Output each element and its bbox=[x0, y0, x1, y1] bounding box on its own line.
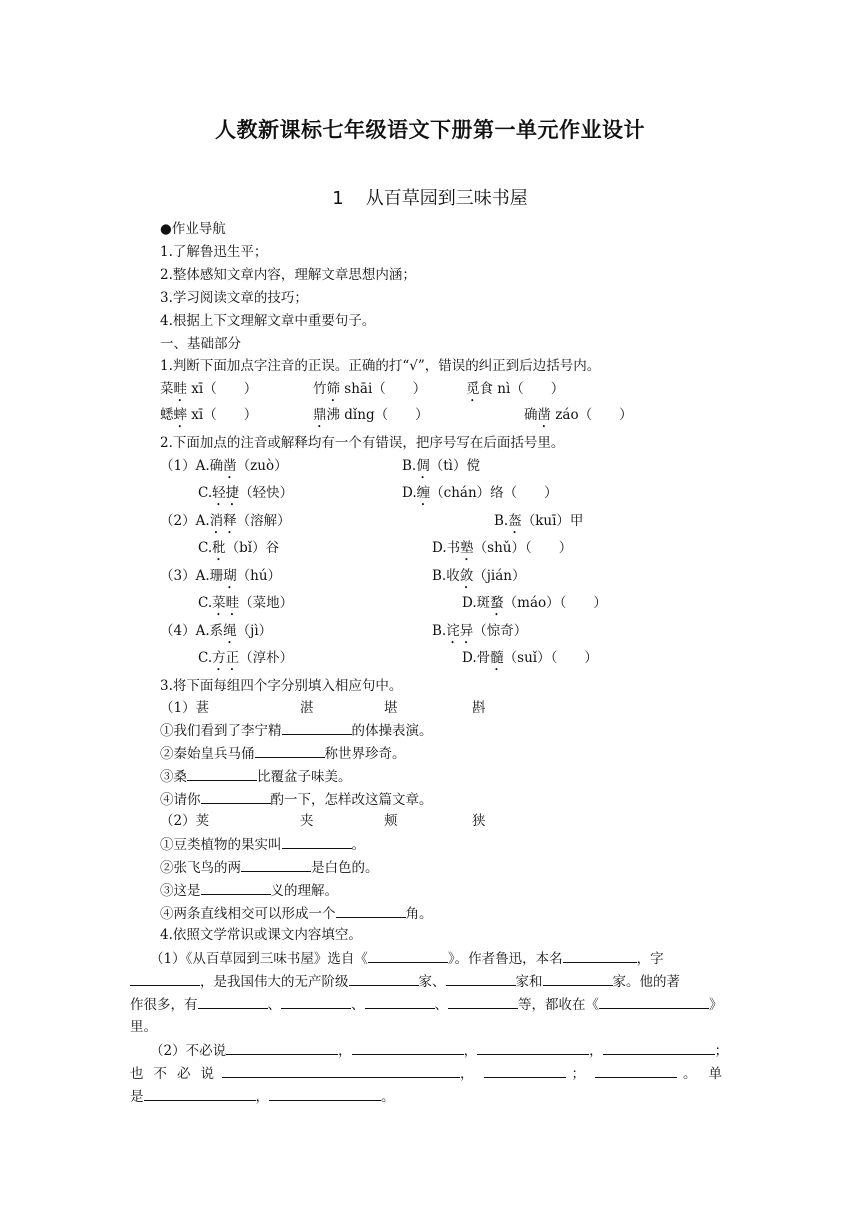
guide-header: ●作业导航 bbox=[160, 221, 226, 237]
option-a: （4）A.系绳（jì） bbox=[160, 623, 273, 639]
answer-blank[interactable] bbox=[222, 1063, 460, 1078]
fill-sentence: ①豆类植物的果实叫 。 bbox=[160, 834, 365, 855]
question-1-stem: 1.判断下面加点字注音的正误。正确的打“√”，错误的纠正到后边括号内。 bbox=[160, 358, 601, 374]
question-3-stem: 3.将下面每组四个字分别填入相应句中。 bbox=[160, 678, 403, 694]
paragraph-line: 作很多，有 、 、 、 等，都收在《 》 bbox=[130, 994, 723, 1015]
paragraph-line: ，是我国伟大的无产阶级 家、 家和 家。他的著 bbox=[130, 971, 680, 992]
char-option: 湛 bbox=[300, 700, 314, 716]
pinyin-item: 蟋蟀 xī（ ） bbox=[160, 407, 258, 423]
lesson-name: 从百草园到三味书屋 bbox=[365, 188, 528, 209]
answer-blank[interactable] bbox=[187, 766, 257, 781]
answer-blank[interactable] bbox=[352, 1040, 464, 1055]
pinyin-item: 确凿 záo（ ） bbox=[524, 407, 633, 423]
question-2-stem: 2.下面加点的注音或解释均有一个有错误，把序号写在后面括号里。 bbox=[160, 435, 565, 451]
answer-blank[interactable] bbox=[241, 857, 311, 872]
document-title: 人教新课标七年级语文下册第一单元作业设计 bbox=[215, 117, 645, 142]
fill-sentence: ④请你 酌一下，怎样改这篇文章。 bbox=[160, 789, 433, 810]
paragraph-line: 里。 bbox=[130, 1019, 157, 1035]
answer-blank[interactable] bbox=[484, 1063, 566, 1078]
option-d: D.骨髓（suǐ）（ ） bbox=[462, 650, 598, 666]
char-option: 颊 bbox=[384, 813, 398, 829]
option-c: C.轻捷（轻快） bbox=[198, 485, 294, 501]
char-option: 堪 bbox=[384, 700, 398, 716]
answer-blank[interactable] bbox=[603, 1040, 715, 1055]
question-4-stem: 4.依照文学常识或课文内容填空。 bbox=[160, 927, 362, 943]
pinyin-item: 菜畦 xī（ ） bbox=[160, 381, 258, 397]
pinyin-item: 竹筛 shāi（ ） bbox=[313, 381, 427, 397]
answer-blank[interactable] bbox=[130, 971, 200, 986]
fill-sentence: ②张飞鸟的两 是白色的。 bbox=[160, 857, 379, 878]
option-b: B.收敛（jián） bbox=[432, 568, 526, 584]
fill-sentence: ①我们看到了李宁精 的体操表演。 bbox=[160, 720, 433, 741]
answer-blank[interactable] bbox=[336, 903, 406, 918]
answer-blank[interactable] bbox=[282, 834, 352, 849]
answer-blank[interactable] bbox=[198, 994, 268, 1009]
char-option: 斟 bbox=[472, 700, 486, 716]
answer-blank[interactable] bbox=[365, 994, 435, 1009]
answer-blank[interactable] bbox=[563, 948, 637, 963]
option-b: B.盔（kuī）甲 bbox=[494, 513, 584, 529]
answer-blank[interactable] bbox=[201, 789, 271, 804]
answer-blank[interactable] bbox=[282, 720, 352, 735]
option-a: （1）A.确凿（zuò） bbox=[160, 458, 288, 474]
answer-blank[interactable] bbox=[226, 1040, 338, 1055]
lesson-number: 1 bbox=[332, 188, 344, 209]
fill-sentence: ③这是 义的理解。 bbox=[160, 880, 338, 901]
answer-blank[interactable] bbox=[144, 1086, 256, 1101]
paragraph-line: 也 不 必 说 ， ； 。 单 bbox=[130, 1063, 722, 1084]
option-a: （2）A.消释（溶解） bbox=[160, 513, 291, 529]
char-group-label: （1）葚 bbox=[160, 700, 210, 716]
option-c: C.菜畦（菜地） bbox=[198, 595, 294, 611]
answer-blank[interactable] bbox=[599, 994, 709, 1009]
lesson-title bbox=[0, 184, 860, 210]
option-c: C.秕（bǐ）谷 bbox=[198, 540, 280, 556]
paragraph-line: 是 ， 。 bbox=[130, 1086, 395, 1107]
answer-blank[interactable] bbox=[446, 971, 516, 986]
guide-item: 4.根据上下文理解文章中重要句子。 bbox=[160, 313, 376, 329]
answer-blank[interactable] bbox=[543, 971, 613, 986]
answer-blank[interactable] bbox=[201, 880, 271, 895]
char-option: 狭 bbox=[472, 813, 486, 829]
section-heading: 一、基础部分 bbox=[160, 336, 241, 352]
guide-item: 3.学习阅读文章的技巧； bbox=[160, 290, 308, 306]
answer-blank[interactable] bbox=[281, 994, 351, 1009]
pinyin-item: 觅食 nì（ ） bbox=[466, 381, 565, 397]
fill-sentence: ②秦始皇兵马俑 称世界珍奇。 bbox=[160, 743, 406, 764]
answer-blank[interactable] bbox=[477, 1040, 589, 1055]
option-a: （3）A.珊瑚（hú） bbox=[160, 568, 282, 584]
option-d: D.斑蝥（máo）（ ） bbox=[462, 595, 607, 611]
option-d: D.书塾（shǔ）（ ） bbox=[432, 540, 573, 556]
fill-sentence: ③桑 比覆盆子味美。 bbox=[160, 766, 352, 787]
answer-blank[interactable] bbox=[595, 1063, 677, 1078]
answer-blank[interactable] bbox=[269, 1086, 381, 1101]
answer-blank[interactable] bbox=[448, 994, 518, 1009]
char-option: 夹 bbox=[300, 813, 314, 829]
paragraph-line: （2）不必说 ， ， ， ； bbox=[150, 1040, 728, 1061]
char-group-label: （2）荚 bbox=[160, 813, 210, 829]
option-b: B.诧异（惊奇） bbox=[432, 623, 528, 639]
answer-blank[interactable] bbox=[349, 971, 419, 986]
paragraph-line: （1）《从百草园到三味书屋》选自《 》。作者鲁迅，本名 ，字 bbox=[150, 948, 664, 969]
option-c: C.方正（淳朴） bbox=[198, 650, 294, 666]
option-d: D.缠（chán）络（ ） bbox=[402, 485, 558, 501]
pinyin-item: 鼎沸 dǐng（ ） bbox=[313, 407, 429, 423]
guide-item: 2.整体感知文章内容，理解文章思想内涵； bbox=[160, 267, 416, 283]
answer-blank[interactable] bbox=[368, 948, 448, 963]
answer-blank[interactable] bbox=[255, 743, 325, 758]
fill-sentence: ④两条直线相交可以形成一个 角。 bbox=[160, 903, 433, 924]
option-b: B.倜（tì）傥 bbox=[402, 458, 480, 474]
guide-item: 1.了解鲁迅生平； bbox=[160, 244, 268, 260]
